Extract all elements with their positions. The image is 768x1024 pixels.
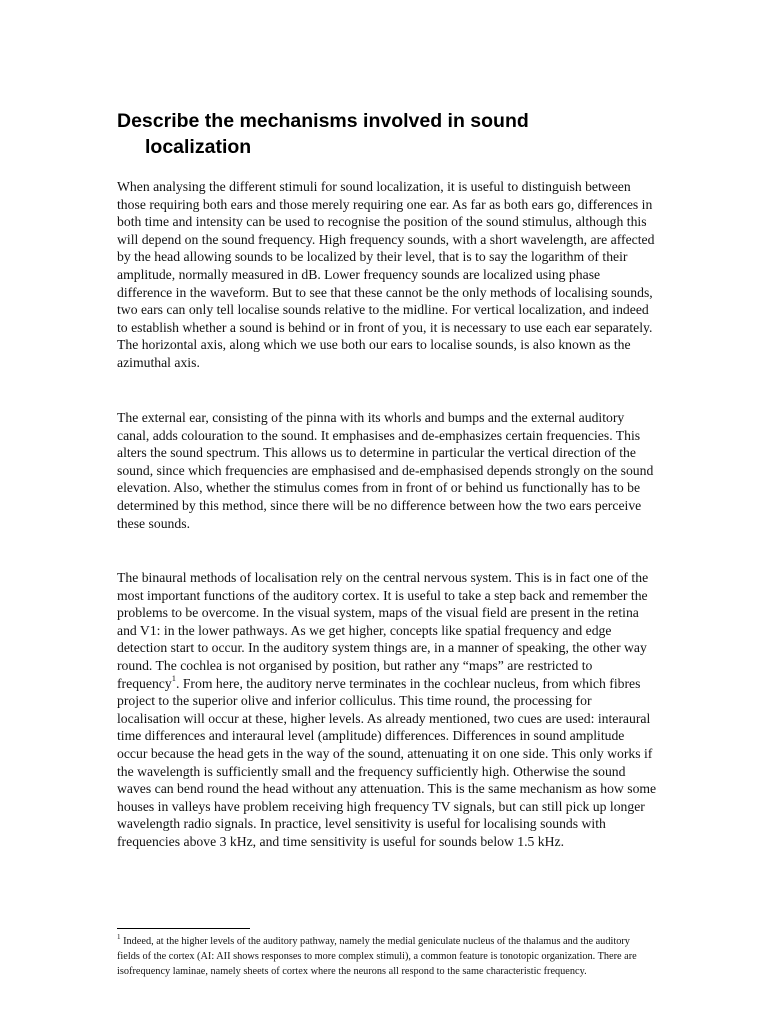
footnote-separator <box>117 928 250 929</box>
paragraph-3-text-part-1: The binaural methods of localisation rely on the central nervous system. This is in fact one of the most important functions of the auditory cortex. It is useful to take a step back and remember the problems to be overcome. In the visual system, maps of the visual field are present in the retina and V1: in the lower pathways. As we get higher, concepts like spatial frequency and edge detection start to occur. In the auditory system things are, in a manner of speaking, the other way round. The cochlea is not organised by position, but rather any “maps” are restricted to frequency <box>117 570 649 691</box>
footnote-number: 1 <box>117 932 121 941</box>
title-line-2: localization <box>145 136 252 158</box>
footnote-reference: 1 <box>171 673 176 683</box>
paragraph-3-text-part-2: . From here, the auditory nerve terminates in the cochlear nucleus, from which fibres project to the superior olive and inferior colliculus. This time round, the processing for localisation will occur at these, higher levels. As already mentioned, two cues are used: interaural time differences and interaural level (amplitude) differences. Differences in sound amplitude occur because the head gets in the way of the sound, attenuating it on one side. This only works if the wavelength is sufficiently small and the frequency sufficiently high. Otherwise the sound waves can bend round the head without any attenuation. This is the same mechanism as how some houses in valleys have problem receiving high frequency TV signals, but can still pick up longer wavelength radio signals. In practice, level sensitivity is useful for localising sounds with frequencies above 3 kHz, and time sensitivity is useful for sounds below 1.5 kHz. <box>117 675 657 849</box>
document-title <box>117 108 677 160</box>
footnote <box>117 934 637 979</box>
paragraph-3 <box>117 569 657 851</box>
title-line-1: Describe the mechanisms involved in sound <box>117 110 529 132</box>
footnote-text: Indeed, at the higher levels of the auditory pathway, namely the medial geniculate nucleus of the thalamus and the auditory fields of the cortex (AI: AII shows responses to more complex stimuli), a common feature is tonotopic organization. There are isofrequency laminae, namely sheets of cortex where the neurons all respond to the same characteristic frequency. <box>117 936 637 977</box>
paragraph-2: The external ear, consisting of the pinna with its whorls and bumps and the external auditory canal, adds colouration to the sound. It emphasises and de-emphasizes certain frequencies. This alters the sound spectrum. This allows us to determine in particular the vertical direction of the sound, since which frequencies are emphasised and de-emphasised depends strongly on the sound elevation. Also, whether the stimulus comes from in front of or behind us functionally has to be determined by this method, since there will be no difference between how the two ears perceive these sounds. <box>117 410 654 531</box>
paragraph-1: When analysing the different stimuli for sound localization, it is useful to distinguish between those requiring both ears and those merely requiring one ear. As far as both ears go, differences in both time and intensity can be used to recognise the position of the sound stimulus, although this will depend on the sound frequency. High frequency sounds, with a short wavelength, are affected by the head allowing sounds to be localized by their level, that is to say the logarithm of their amplitude, normally measured in dB. Lower frequency sounds are localized using phase difference in the waveform. But to see that these cannot be the only methods of localising sounds, two ears can only tell localise sounds relative to the midline. For vertical localization, and indeed to establish whether a sound is behind or in front of you, it is necessary to use each ear separately. The horizontal axis, along which we use both our ears to localise sounds, is also known as the azimuthal axis. <box>117 179 655 370</box>
